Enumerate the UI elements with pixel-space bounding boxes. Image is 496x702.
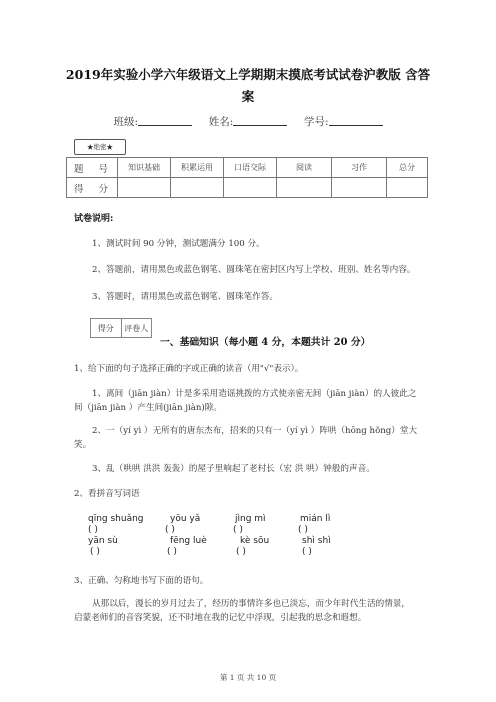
table-cell: 知识基础 <box>118 158 171 178</box>
score-cell[interactable] <box>277 178 332 198</box>
question-item: 1、离间（jiān jiàn）计是多采用造谣挑拨的方式使亲密无间（jiān jiàn）的人彼此之 <box>92 389 417 399</box>
passage-line: 从那以后，漫长的岁月过去了，经历的事情许多也已淡忘，而少年时代生活的情景， <box>92 599 410 609</box>
class-blank[interactable] <box>138 114 192 126</box>
pinyin-word: fēng luè <box>170 536 207 546</box>
table-cell: 题 号 <box>67 158 118 178</box>
section-title: 一、基础知识（每小题 4 分，本题共计 20 分） <box>160 337 371 348</box>
table-cell: 习作 <box>332 158 387 178</box>
instruction-item: 3、答题时，请用黑色或蓝色钢笔、圆珠笔作答。 <box>92 292 278 302</box>
pinyin-word: mián lì <box>300 514 331 524</box>
score-cell[interactable] <box>332 178 387 198</box>
name-blank[interactable] <box>233 114 287 126</box>
score-table-header-row <box>67 158 428 178</box>
table-cell: 得 分 <box>67 178 118 198</box>
passage-line: 启蒙老师们的音容笑貌，还不时地在我的记忆中浮现，引起我的思念和遐想。 <box>74 613 367 623</box>
instruction-item: 2、答题前，请用黑色或蓝色钢笔、圆珠笔在密封区内写上学校、班别、姓名等内容。 <box>92 265 416 275</box>
secret-badge: ★绝密★ <box>74 139 126 155</box>
stamp-grader-label: 评卷人 <box>124 323 149 333</box>
score-cell[interactable] <box>118 178 171 198</box>
pinyin-word: jìng mì <box>235 514 266 524</box>
answer-blank[interactable]: ( ) <box>90 547 100 557</box>
question-stem: 2、看拼音写词语 <box>74 489 140 499</box>
question-stem: 3、正确、匀称地书写下面的语句。 <box>74 576 209 586</box>
instructions-heading: 试卷说明: <box>74 214 114 224</box>
grader-stamp <box>90 318 152 338</box>
id-blank[interactable] <box>329 114 383 126</box>
score-table-score-row <box>67 178 428 198</box>
score-cell[interactable] <box>171 178 224 198</box>
score-cell[interactable] <box>224 178 277 198</box>
id-label: 学号: <box>303 116 329 128</box>
title-line-1: 2019年实验小学六年级语文上学期期末摸底考试试卷沪教版 含答 <box>65 67 431 82</box>
answer-blank[interactable]: ( ) <box>165 525 175 535</box>
answer-blank[interactable]: ( ) <box>302 547 312 557</box>
name-label: 姓名: <box>208 116 234 128</box>
score-cell[interactable] <box>387 178 428 198</box>
table-cell: 阅读 <box>277 158 332 178</box>
pinyin-word: shì shì <box>302 536 331 546</box>
pinyin-word: yān sù <box>88 536 118 546</box>
stamp-score-label: 得分 <box>97 323 114 333</box>
pinyin-word: qīng shuǎng <box>88 514 144 524</box>
answer-blank[interactable]: ( ) <box>233 525 243 535</box>
title-line-2: 案 <box>241 89 255 104</box>
answer-blank[interactable]: ( ) <box>88 525 98 535</box>
class-label: 班级: <box>113 116 139 128</box>
score-table <box>66 157 428 198</box>
question-item: 间（jiān jiàn ）产生间(jiān jiàn)隙。 <box>74 403 222 413</box>
student-info-line <box>0 114 496 129</box>
question-item: 笑。 <box>74 440 92 450</box>
page-footer: 第 1 页 共 10 页 <box>219 673 277 682</box>
document-title <box>60 64 436 108</box>
answer-blank[interactable]: ( ) <box>298 525 308 535</box>
answer-blank[interactable]: ( ) <box>167 547 177 557</box>
question-item: 3、乱（哄哄 洪洪 轰轰）的屋子里响起了老村长（宏 洪 哄）钟般的声音。 <box>92 464 375 474</box>
question-item: 2、一（yí yì ）无所有的唐东杰布，招来的只有一（yí yì ）阵哄（hōng hǒng）堂大 <box>92 426 418 436</box>
pinyin-word: yōu yǎ <box>170 514 201 524</box>
table-cell: 总分 <box>387 158 428 178</box>
instruction-item: 1、测试时间 90 分钟，测试题满分 100 分。 <box>92 239 265 249</box>
question-stem: 1、给下面的句子选择正确的字或正确的读音（用"√"表示）。 <box>74 364 304 374</box>
pinyin-word: kè sōu <box>240 536 270 546</box>
table-cell: 口语交际 <box>224 158 277 178</box>
answer-blank[interactable]: ( ) <box>236 547 246 557</box>
table-cell: 积累运用 <box>171 158 224 178</box>
